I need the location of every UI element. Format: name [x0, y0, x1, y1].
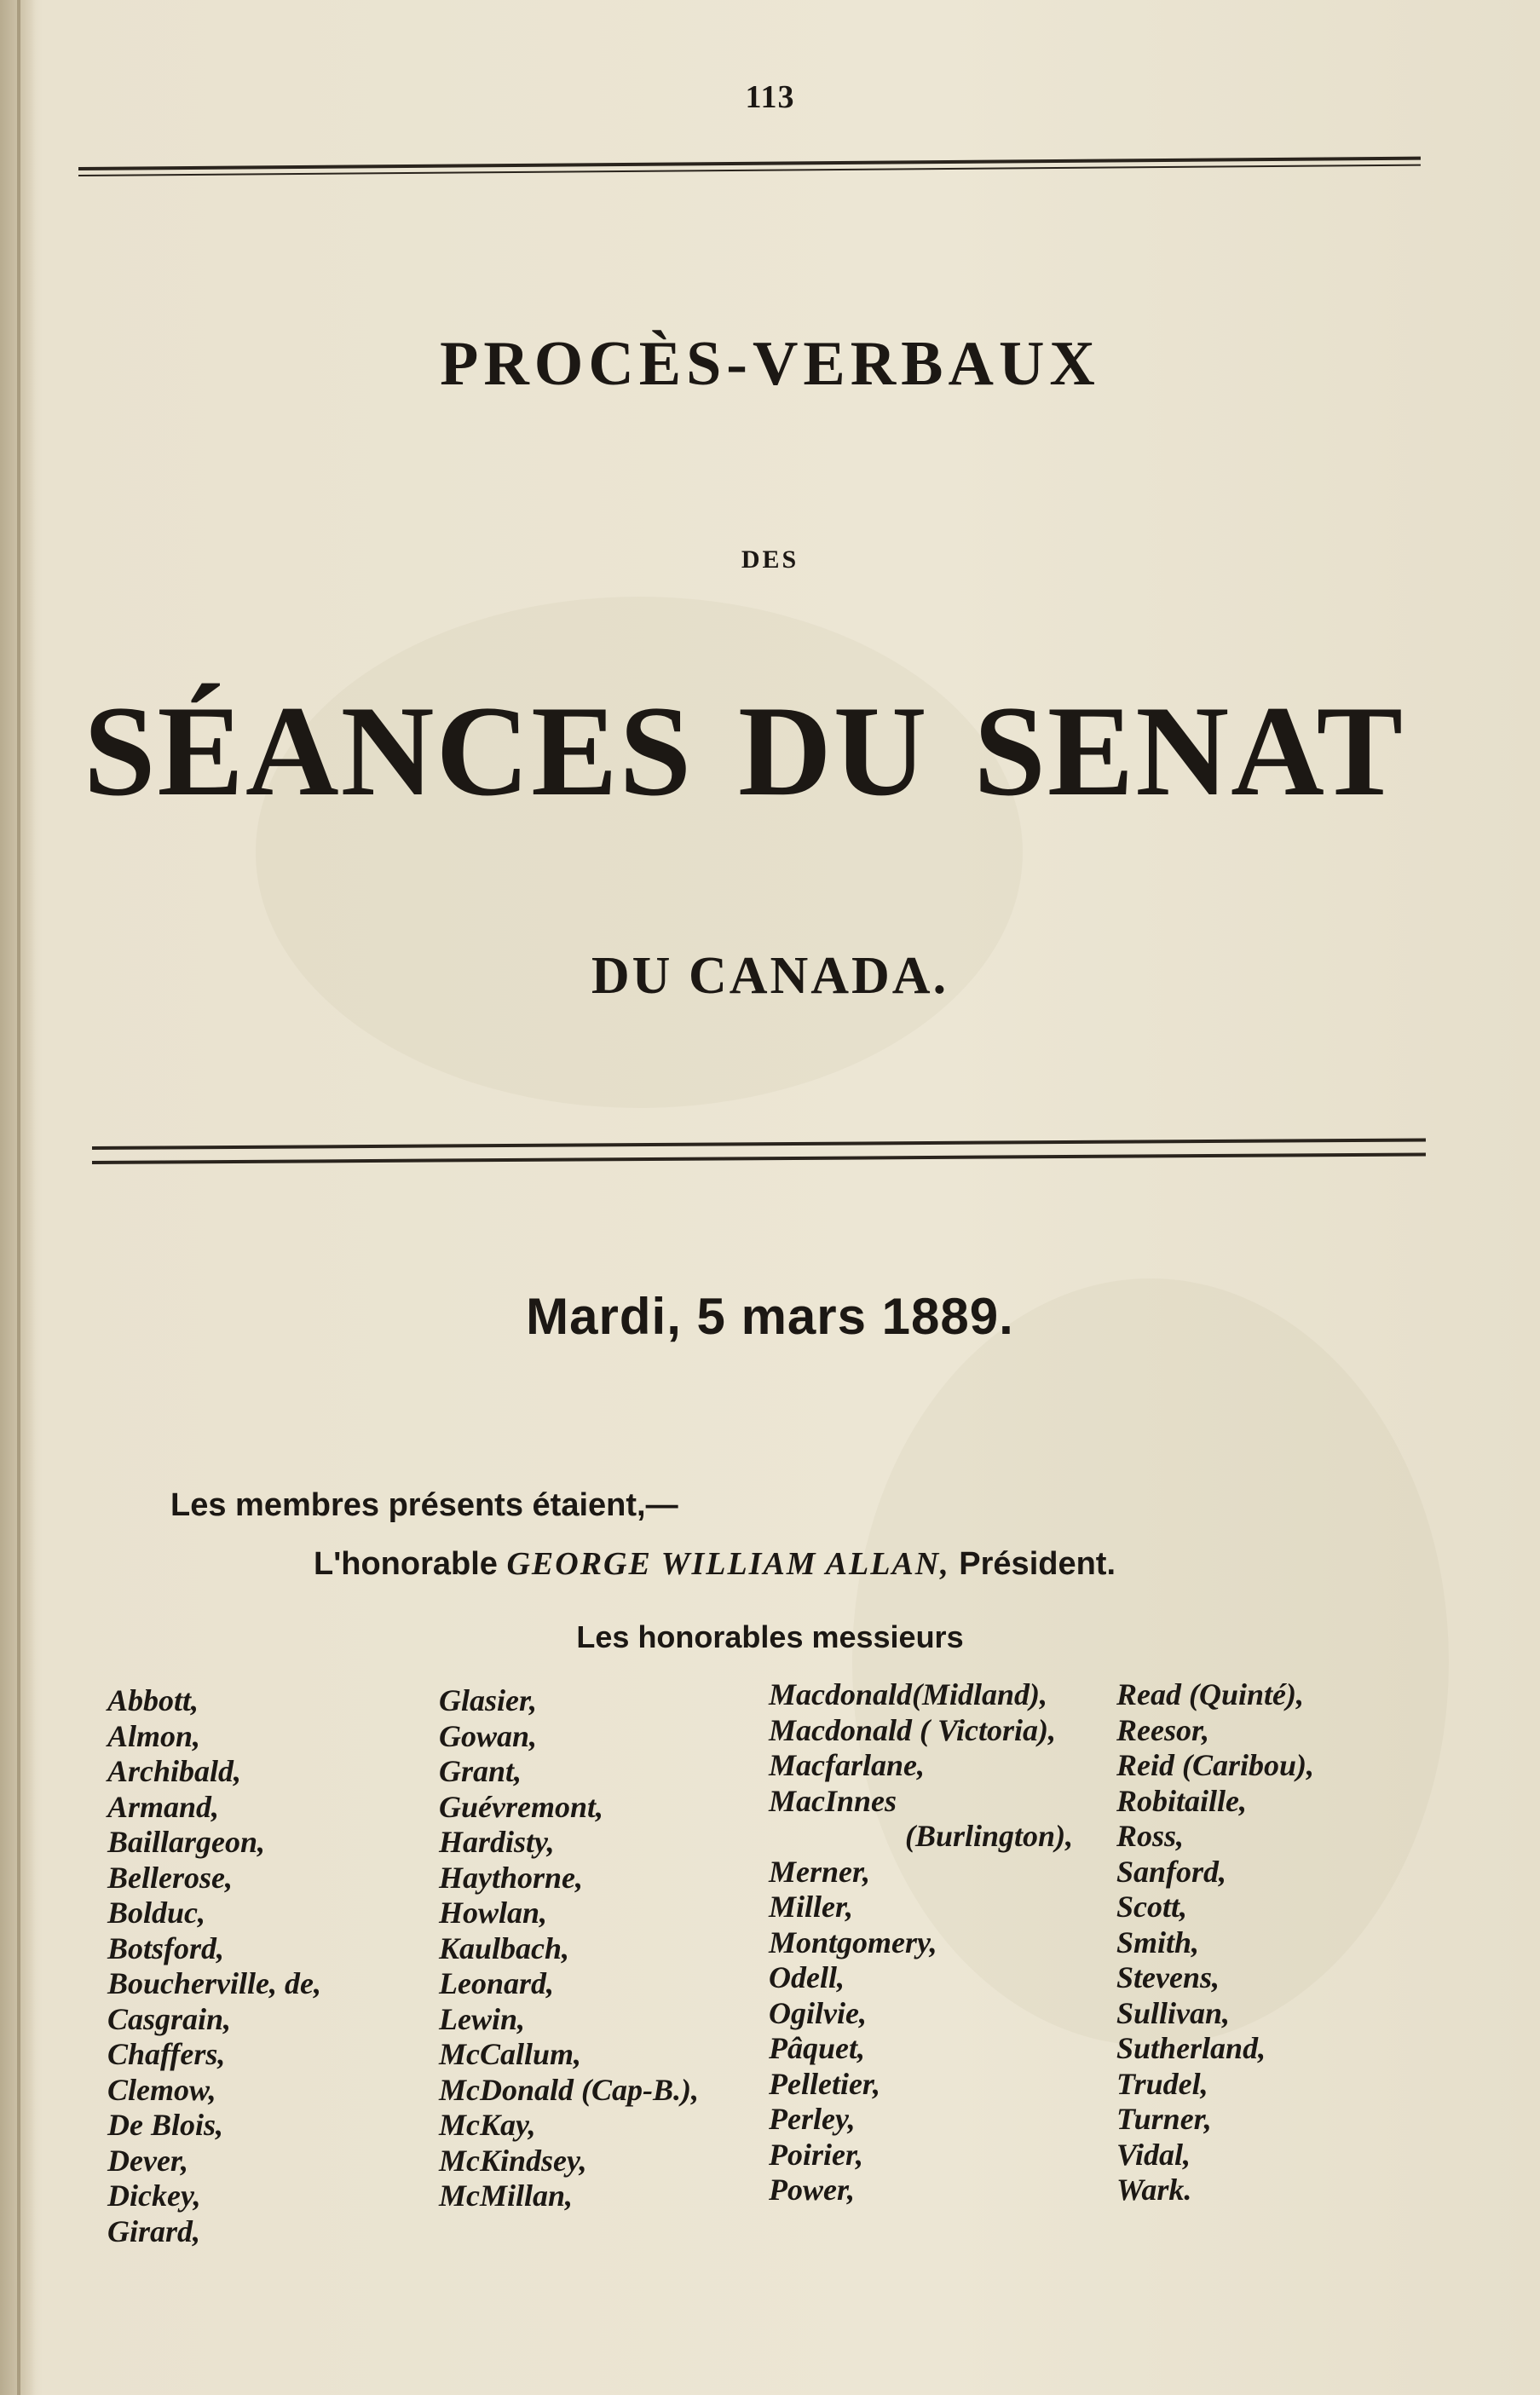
member-name: Clemow,	[107, 2072, 216, 2107]
members-column-1	[107, 1683, 321, 2249]
member-name: Abbott,	[107, 1683, 199, 1717]
member-name: Botsford,	[107, 1930, 225, 1965]
session-date: Mardi, 5 mars 1889.	[526, 1288, 1014, 1345]
member-name: Smith,	[1116, 1925, 1200, 1959]
members-column-2	[439, 1683, 699, 2214]
member-name: Glasier,	[439, 1683, 538, 1717]
title-du-canada: DU CANADA.	[591, 947, 949, 1005]
member-name: Read (Quinté),	[1116, 1677, 1304, 1711]
members-heading: Les honorables messieurs	[576, 1619, 964, 1654]
member-name: Macdonald ( Victoria),	[769, 1712, 1057, 1747]
president-title: Président.	[949, 1546, 1116, 1582]
member-name: Grant,	[439, 1754, 522, 1788]
member-name: Bolduc,	[107, 1896, 206, 1930]
title-word: SENAT	[973, 679, 1404, 822]
top-rule	[78, 157, 1421, 170]
member-name: Sanford,	[1116, 1854, 1227, 1889]
president-name: GEORGE WILLIAM ALLAN,	[506, 1546, 950, 1582]
member-name: Vidal,	[1116, 2137, 1191, 2172]
member-name: Macfarlane,	[769, 1748, 925, 1782]
member-name: Pelletier,	[769, 2066, 880, 2101]
member-name: Reid (Caribou),	[1116, 1748, 1315, 1782]
member-name: Almon,	[107, 1718, 201, 1753]
page-number: 113	[745, 79, 795, 115]
member-name: Trudel,	[1116, 2066, 1208, 2101]
member-name: Haythorne,	[439, 1860, 584, 1895]
member-name: Girard,	[107, 2213, 201, 2248]
member-name: De Blois,	[107, 2108, 224, 2142]
member-name: Macdonald(Midland),	[769, 1677, 1048, 1711]
member-name: Ogilvie,	[769, 1995, 867, 2030]
member-name: Sullivan,	[1116, 1995, 1231, 2030]
member-name: Sutherland,	[1116, 2031, 1266, 2065]
member-name: McCallum,	[439, 2037, 582, 2071]
title-word: DU	[738, 679, 929, 822]
title-seances-du-senat	[84, 679, 1404, 822]
member-name: Howlan,	[439, 1896, 548, 1930]
member-name: Armand,	[107, 1789, 220, 1824]
member-name: Odell,	[769, 1960, 845, 1994]
member-name: Archibald,	[107, 1754, 242, 1788]
member-name: McKay,	[439, 2108, 536, 2142]
title-proces-verbaux: PROCÈS-VERBAUX	[440, 329, 1100, 399]
president-line	[314, 1545, 1116, 1583]
middle-rule-second	[92, 1152, 1426, 1164]
member-name: Wark.	[1116, 2173, 1192, 2207]
member-name: Dever,	[107, 2143, 188, 2178]
member-name: Pâquet,	[769, 2031, 865, 2065]
title-word: SÉANCES	[84, 679, 694, 822]
member-name: Bellerose,	[107, 1860, 233, 1895]
member-name: Poirier,	[769, 2137, 864, 2172]
member-name: McDonald (Cap-B.),	[439, 2072, 699, 2107]
member-name: Turner,	[1116, 2102, 1212, 2136]
member-name: Perley,	[769, 2102, 856, 2136]
member-name: MacInnes	[769, 1783, 897, 1818]
attendance-intro: Les membres présents étaient,—	[170, 1487, 678, 1523]
member-name: McKindsey,	[439, 2143, 587, 2178]
member-name: Guévremont,	[439, 1789, 603, 1824]
member-name: Casgrain,	[107, 2001, 232, 2036]
member-name: Montgomery,	[769, 1925, 937, 1959]
members-column-4	[1116, 1677, 1314, 2208]
member-name: Stevens,	[1116, 1960, 1220, 1994]
member-name: Kaulbach,	[439, 1930, 570, 1965]
member-name: Miller,	[769, 1890, 854, 1924]
member-name: Power,	[769, 2173, 856, 2207]
paper-stain	[256, 597, 1023, 1108]
member-name: Ross,	[1116, 1819, 1185, 1853]
member-name: Gowan,	[439, 1718, 538, 1753]
member-name: Robitaille,	[1116, 1783, 1247, 1818]
title-des: DES	[741, 545, 799, 574]
middle-rule	[92, 1138, 1426, 1150]
member-name: Scott,	[1116, 1890, 1188, 1924]
member-name: Leonard,	[439, 1966, 554, 2000]
president-prefix: L'honorable	[314, 1546, 507, 1582]
members-column-3	[769, 1677, 1073, 2208]
member-name-continuation: (Burlington),	[905, 1819, 1074, 1853]
member-name: Lewin,	[439, 2001, 526, 2036]
member-name: Chaffers,	[107, 2037, 226, 2071]
member-name: Merner,	[769, 1854, 871, 1889]
member-name: Dickey,	[107, 2179, 201, 2213]
member-name: McMillan,	[439, 2179, 574, 2213]
member-name: Reesor,	[1116, 1712, 1210, 1747]
member-name: Boucherville, de,	[107, 1966, 321, 2000]
member-name: Baillargeon,	[107, 1825, 266, 1859]
member-name: Hardisty,	[439, 1825, 555, 1859]
